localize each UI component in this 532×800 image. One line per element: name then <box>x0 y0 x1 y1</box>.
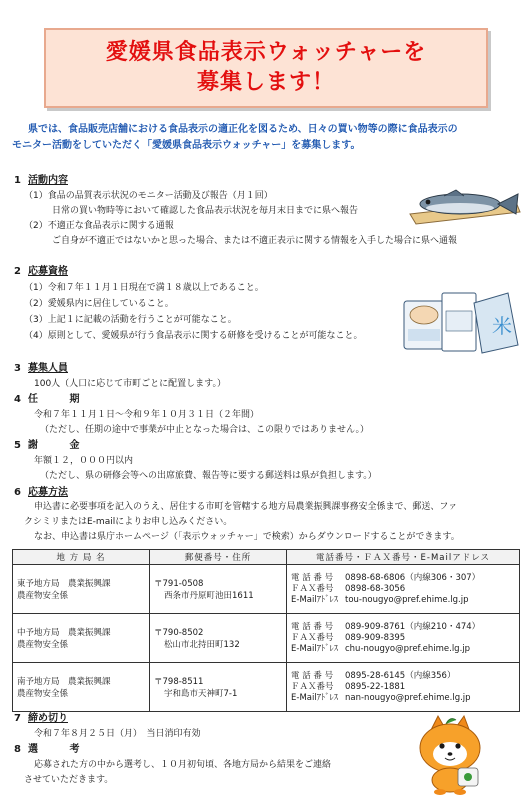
mikyan-mascot-illustration <box>408 712 494 798</box>
office-cell <box>13 614 150 663</box>
s8-line-2: させていただきます。 <box>24 775 114 785</box>
mail-label: E-Mailｱﾄﾞﾚｽ <box>291 594 338 605</box>
fish-on-tray-illustration <box>404 180 524 226</box>
s6-line-3: なお、申込書は県庁ホームページ（「表示ウォッチャー」で検索）からダウンロードすることができます。 <box>34 532 460 542</box>
office-cell <box>13 565 150 614</box>
office-cell <box>13 663 150 712</box>
address-cell <box>150 565 287 614</box>
tel-value: 0895-28-6145（内線356） <box>345 670 456 681</box>
contact-cell <box>287 663 520 712</box>
zip-code: 〒790-8502 <box>154 628 204 638</box>
tel-label: 電 話 番 号 <box>291 670 334 681</box>
s6-line-1: 申込書に必要事項を記入のうえ、居住する市町を管轄する地方局農業振興課事務安全係まで、郵送、ファ <box>34 502 458 512</box>
col-header-contact: 電話番号・ＦＡＸ番号・E-Mailアドレス <box>287 550 520 565</box>
office-section: 農産物安全係 <box>17 591 69 601</box>
address-cell <box>150 663 287 712</box>
fax-label: ＦＡＸ番号 <box>291 583 334 594</box>
zip-code: 〒791-0508 <box>154 579 204 589</box>
rice-label: 米 <box>492 314 512 338</box>
section-number: 3 <box>14 363 21 374</box>
section-title: 選 考 <box>28 744 94 755</box>
title-line-2: 募集します！ <box>196 70 335 95</box>
s2-line-4: （4）原則として、愛媛県が行う食品表示に関する研修を受けることが可能なこと。 <box>24 331 363 341</box>
fax-value: 0898-68-3056 <box>345 583 406 594</box>
section-2-heading <box>14 265 68 279</box>
intro-text <box>12 122 520 154</box>
section-number: 8 <box>14 744 21 755</box>
s1-line-4: ご自身が不適正ではないかと思った場合、または不適正表示に関する情報を入手した場合に県へ通報 <box>52 236 458 246</box>
s1-line-1: （1）食品の品質表示状況のモニター活動及び報告（月１回） <box>24 191 273 201</box>
tel-value: 089-909-8761（内線210・474） <box>345 621 481 632</box>
section-title: 応募資格 <box>28 266 68 277</box>
address: 宇和島市天神町7-1 <box>164 689 238 699</box>
section-3-heading <box>14 362 68 376</box>
section-7-heading <box>14 712 68 726</box>
section-number: 7 <box>14 713 21 724</box>
s7-line-1: 令和７年８月２５日（月） 当日消印有効 <box>34 729 201 739</box>
office-section: 農産物安全係 <box>17 689 69 699</box>
section-5-heading <box>14 439 93 453</box>
intro-line-1: 県では、食品販売店舗における食品表示の適正化を図るため、日々の買い物等の際に食品表示の <box>28 124 458 135</box>
mail-link[interactable]: nan-nougyo@pref.ehime.lg.jp <box>345 692 471 703</box>
s1-line-2: 日常の買い物時等において確認した食品表示状況を毎月末日までに県へ報告 <box>52 206 359 216</box>
food-packages-illustration <box>398 285 524 357</box>
contact-cell <box>287 565 520 614</box>
mail-link[interactable]: chu-nougyo@pref.ehime.lg.jp <box>345 643 471 654</box>
section-title: 締め切り <box>28 713 68 724</box>
address-cell <box>150 614 287 663</box>
mail-label: E-Mailｱﾄﾞﾚｽ <box>291 643 338 654</box>
section-title: 活動内容 <box>28 175 68 186</box>
mail-link[interactable]: tou-nougyo@pref.ehime.lg.jp <box>345 594 469 605</box>
title-line-1: 愛媛県食品表示ウォッチャーを <box>105 40 427 65</box>
address: 松山市北持田町132 <box>164 640 240 650</box>
section-title: 任 期 <box>28 394 94 405</box>
table-row <box>13 565 520 614</box>
office-name: 中予地方局 農業振興課 <box>17 628 111 638</box>
office-contact-table <box>12 549 520 712</box>
s1-line-3: （2）不適正な食品表示に関する通報 <box>24 221 174 231</box>
section-number: 2 <box>14 266 21 277</box>
s3-line-1: 100人（人口に応じて市町ごとに配置します。） <box>34 379 226 389</box>
section-number: 5 <box>14 440 21 451</box>
office-name: 南予地方局 農業振興課 <box>17 677 111 687</box>
col-header-office: 地 方 局 名 <box>13 550 150 565</box>
s5-line-1: 年額１２，０００円以内 <box>34 456 134 466</box>
zip-code: 〒798-8511 <box>154 677 204 687</box>
tel-label: 電 話 番 号 <box>291 621 334 632</box>
s4-line-2: （ただし、任期の途中で事業が中止となった場合は、この限りではありません。） <box>40 425 370 435</box>
s2-line-3: （3）上記１に記載の活動を行うことが可能なこと。 <box>24 315 237 325</box>
office-section: 農産物安全係 <box>17 640 69 650</box>
office-name: 東予地方局 農業振興課 <box>17 579 111 589</box>
section-8-heading <box>14 743 93 757</box>
s2-line-2: （2）愛媛県内に居住していること。 <box>24 299 174 309</box>
s4-line-1: 令和７年１１月１日～令和９年１０月３１日（２年間） <box>34 410 260 420</box>
table-row <box>13 663 520 712</box>
section-title: 応募方法 <box>28 487 68 498</box>
section-number: 1 <box>14 175 21 186</box>
mail-label: E-Mailｱﾄﾞﾚｽ <box>291 692 338 703</box>
table-header-row <box>13 550 520 565</box>
title-banner <box>44 28 488 108</box>
fax-value: 0895-22-1881 <box>345 681 406 692</box>
section-number: 4 <box>14 394 21 405</box>
col-header-address: 郵便番号・住所 <box>150 550 287 565</box>
section-title: 募集人員 <box>28 363 68 374</box>
section-number: 6 <box>14 487 21 498</box>
fax-label: ＦＡＸ番号 <box>291 632 334 643</box>
s6-line-2: クシミリまたはE-mailによりお申し込みください。 <box>24 517 233 527</box>
s2-line-1: （1）令和７年１１月１日現在で満１８歳以上であること。 <box>24 283 264 293</box>
fax-value: 089-909-8395 <box>345 632 406 643</box>
address: 西条市丹原町池田1611 <box>164 591 254 601</box>
s8-line-1: 応募された方の中から選考し、１０月初旬頃、各地方局から結果をご連絡 <box>34 760 332 770</box>
tel-value: 0898-68-6806（内線306・307） <box>345 572 481 583</box>
section-4-heading <box>14 393 93 407</box>
section-title: 謝 金 <box>28 440 94 451</box>
fax-label: ＦＡＸ番号 <box>291 681 334 692</box>
section-1-heading <box>14 174 68 188</box>
tel-label: 電 話 番 号 <box>291 572 334 583</box>
table-row <box>13 614 520 663</box>
intro-line-2: モニター活動をしていただく「愛媛県食品表示ウォッチャー」を募集します。 <box>12 140 361 151</box>
section-6-heading <box>14 486 68 500</box>
s5-line-2: （ただし、県の研修会等への出席旅費、報告等に要する郵送料は県が負担します。） <box>40 471 377 481</box>
contact-cell <box>287 614 520 663</box>
